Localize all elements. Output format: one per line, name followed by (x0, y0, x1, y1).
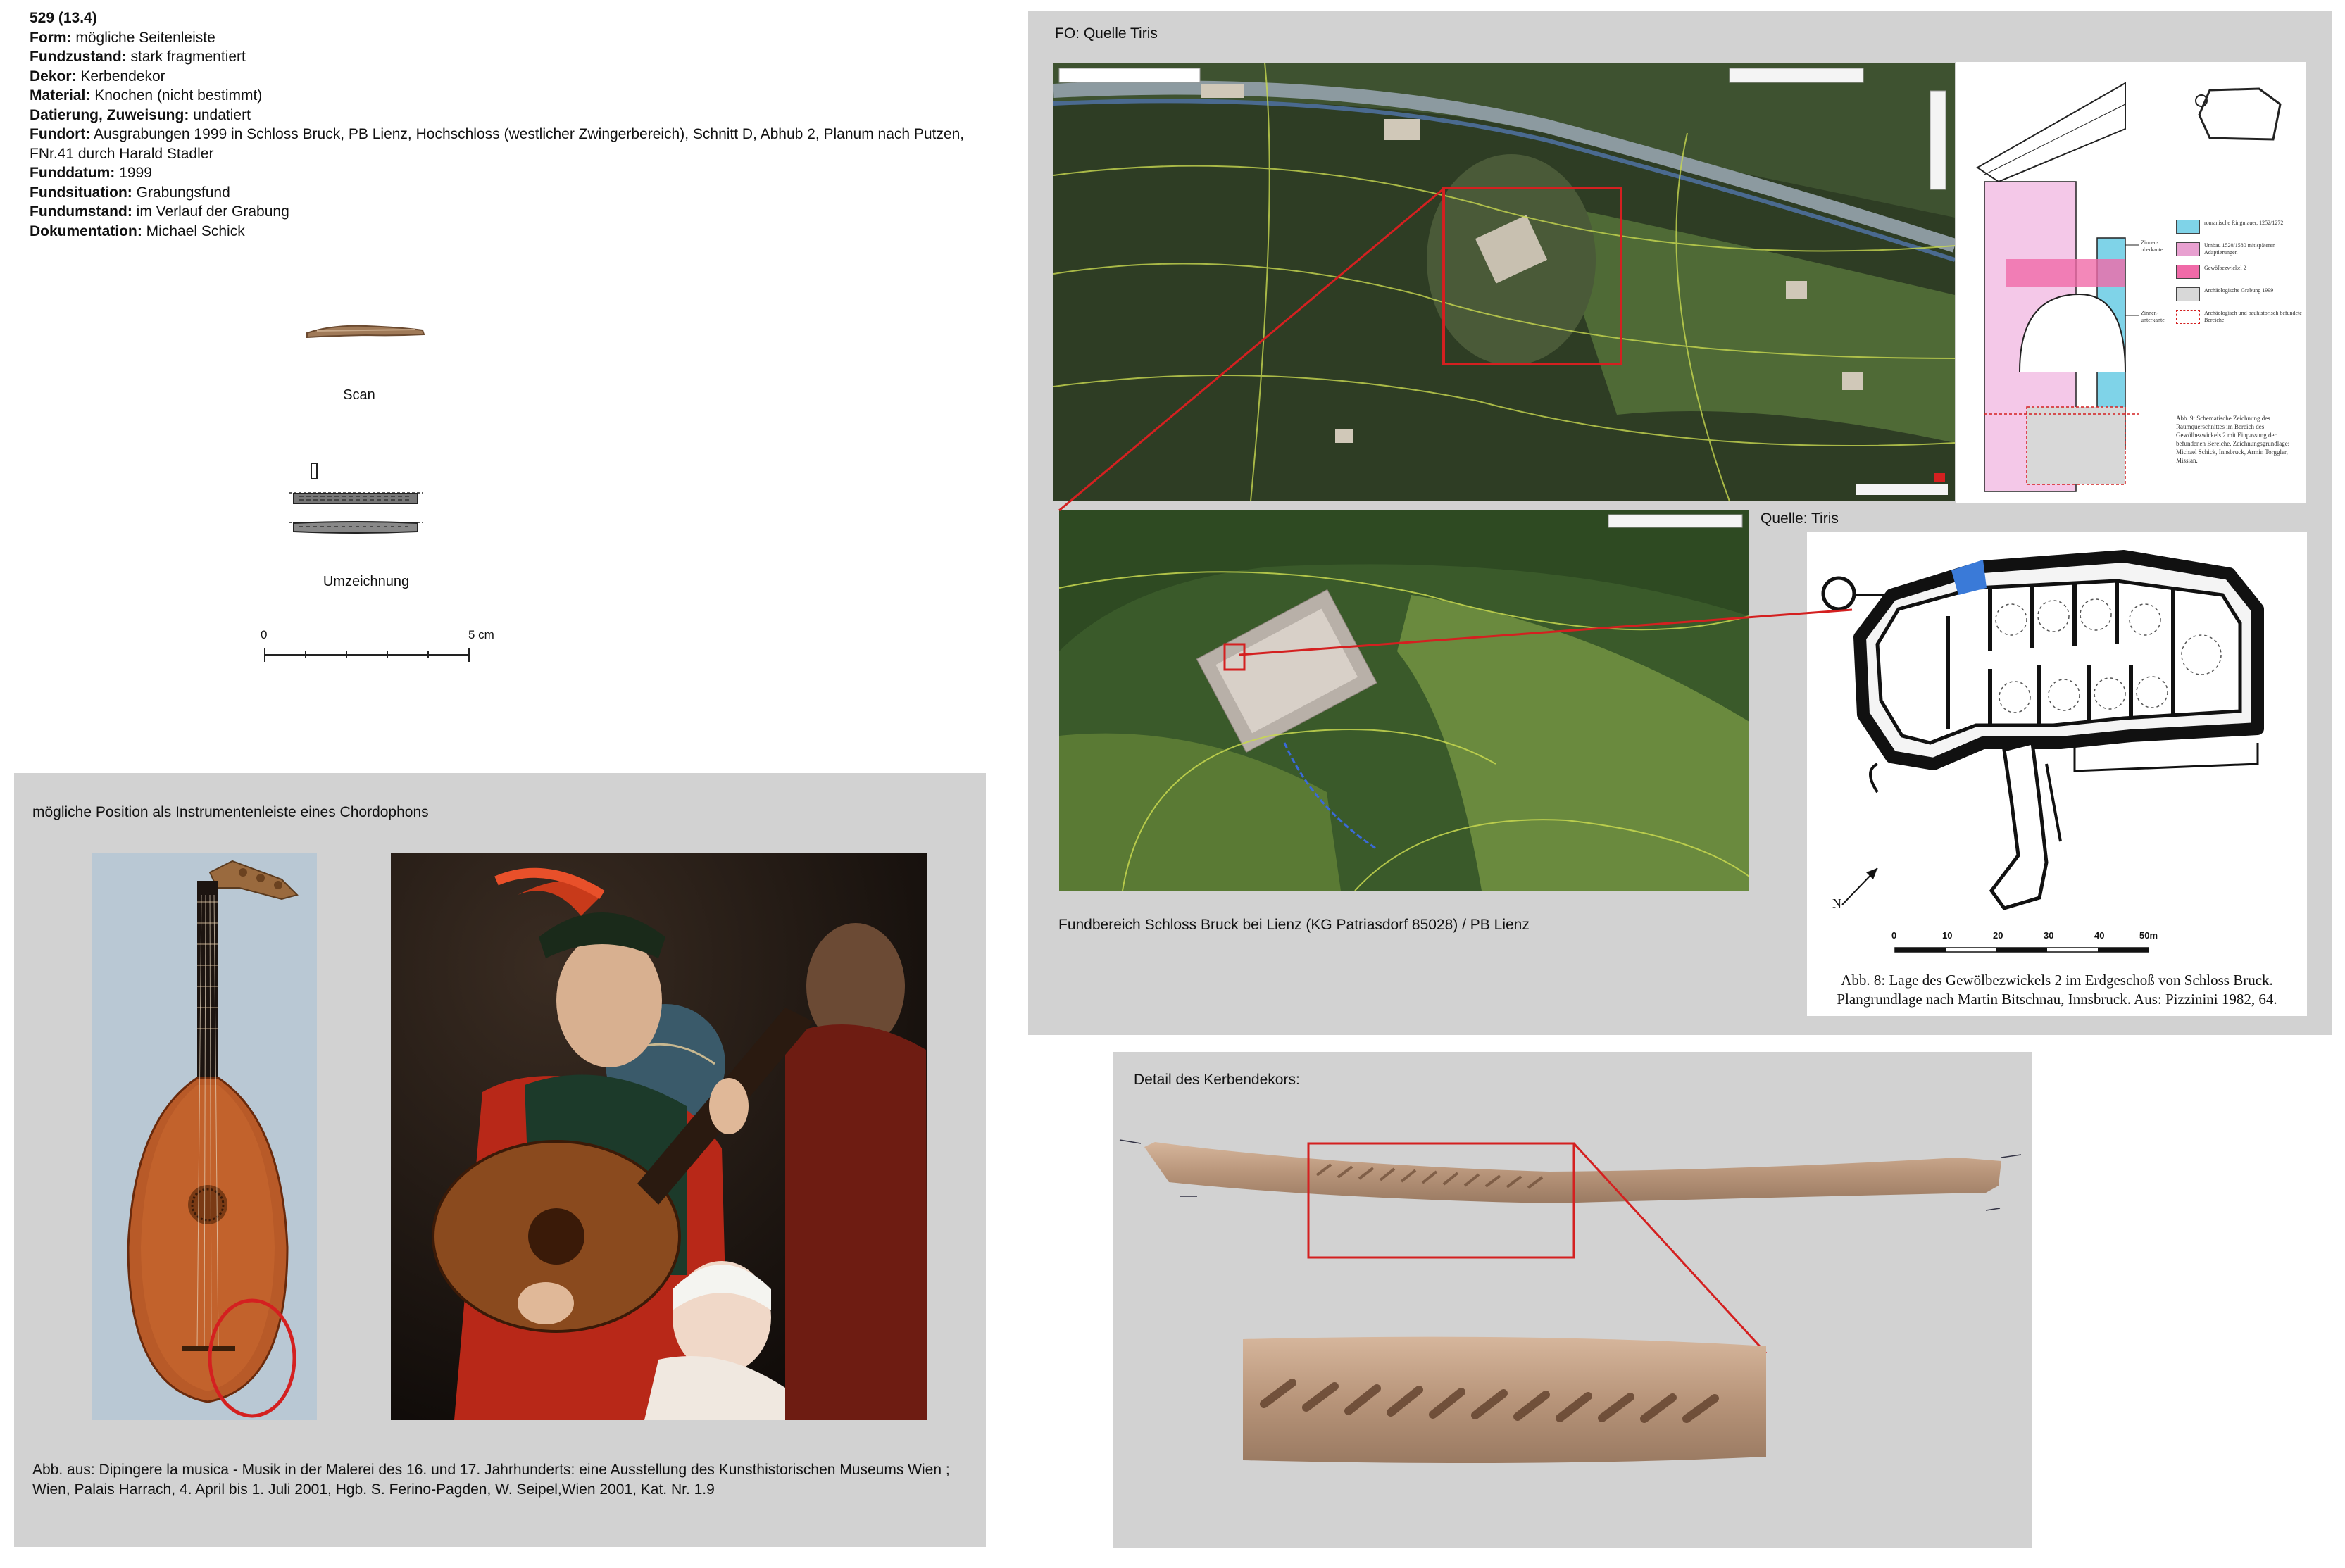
legend-text: Archäologisch und bauhistorisch befundete Bereiche (2204, 310, 2302, 323)
plan-scale-tick: 10 (1942, 930, 1953, 941)
plan-scale-tick: 20 (1993, 930, 2003, 941)
location-panel-title: FO: Quelle Tiris (1055, 25, 1158, 42)
label-zinnen-unterkante: Zinnen-unterkante (2141, 310, 2165, 323)
field-datierung: Datierung, Zuweisung: undatiert (30, 106, 251, 123)
instrument-credit: Abb. aus: Dipingere la musica - Musik in der Malerei des 16. und 17. Jahrhunderts: eine Ausstellung des Kunsthistorischen Museums Wien ; Wien, Palais Harrach, 4. April bis 1. Juli 2001, Hgb. S. Ferino-Pagden, W. Seipel,Wien 2001, Kat. Nr. 1.9 (32, 1462, 950, 1498)
scale-start-label: 0 (261, 628, 268, 641)
plan-scale-tick: 0 (1891, 930, 1897, 941)
legend-text: Umbau 1520/1580 mit späteren Adaptierungen (2204, 242, 2276, 256)
field-fundsituation: Fundsituation: Grabungsfund (30, 184, 230, 201)
plan-scale-tick: 50m (2139, 930, 2158, 941)
label-zinnen-oberkante: Zinnen-oberkante (2141, 239, 2163, 253)
section-caption: Abb. 9: Schematische Zeichnung des Raumquerschnittes im Bereich des Gewölbezwickels 2 mit Einpassung der befundenen Bereiche. Zeichnungsgrundlage: Michael Schick, Innsbruck, Armin Torggler, Missian. (2176, 415, 2290, 464)
field-material: Material: Knochen (nicht bestimmt) (30, 87, 263, 104)
legend-text: romanische Ringmauer, 1252/1272 (2204, 220, 2284, 226)
field-form: Form: mögliche Seitenleiste (30, 29, 215, 46)
legend-text: Archäologische Grabung 1999 (2204, 287, 2274, 294)
legend-text: Gewölbezwickel 2 (2204, 265, 2246, 271)
field-fundumstand: Fundumstand: im Verlauf der Grabung (30, 203, 289, 220)
detail-panel (1113, 1052, 2032, 1548)
scan-label: Scan (343, 387, 375, 403)
drawing-label: Umzeichnung (323, 574, 410, 589)
source-label: Quelle: Tiris (1761, 510, 1839, 527)
plan-caption: Abb. 8: Lage des Gewölbezwickels 2 im Erdgeschoß von Schloss Bruck. Plangrundlage nach Martin Bitschnau, Innsbruck. Aus: Pizzinini 1982, 64. (1837, 972, 2277, 1008)
bone-detail-images (1113, 1052, 2032, 1548)
plan-scale-tick: 40 (2094, 930, 2105, 941)
detail-panel-title: Detail des Kerbendekors: (1134, 1072, 1300, 1088)
field-dokumentation: Dokumentation: Michael Schick (30, 222, 245, 239)
plan-scale-tick: 30 (2044, 930, 2054, 941)
instrument-panel-title: mögliche Position als Instrumentenleiste eines Chordophons (32, 804, 429, 820)
field-fundzustand: Fundzustand: stark fragmentiert (30, 49, 246, 65)
catalog-heading: 529 (13.4) (30, 10, 97, 26)
field-funddatum: Funddatum: 1999 (30, 165, 152, 181)
area-caption: Fundbereich Schloss Bruck bei Lienz (KG Patriasdorf 85028) / PB Lienz (1058, 917, 1530, 933)
north-label: N (1832, 896, 1841, 910)
scale-end-label: 5 cm (468, 628, 494, 641)
field-dekor: Dekor: Kerbendekor (30, 68, 165, 84)
field-fundort: Fundort: Ausgrabungen 1999 in Schloss Bruck, PB Lienz, Hochschloss (westlicher Zwingerbereich), Schnitt D, Abhub 2, Planum nach Putzen, FNr.41 durch Harald Stadler (30, 126, 965, 162)
